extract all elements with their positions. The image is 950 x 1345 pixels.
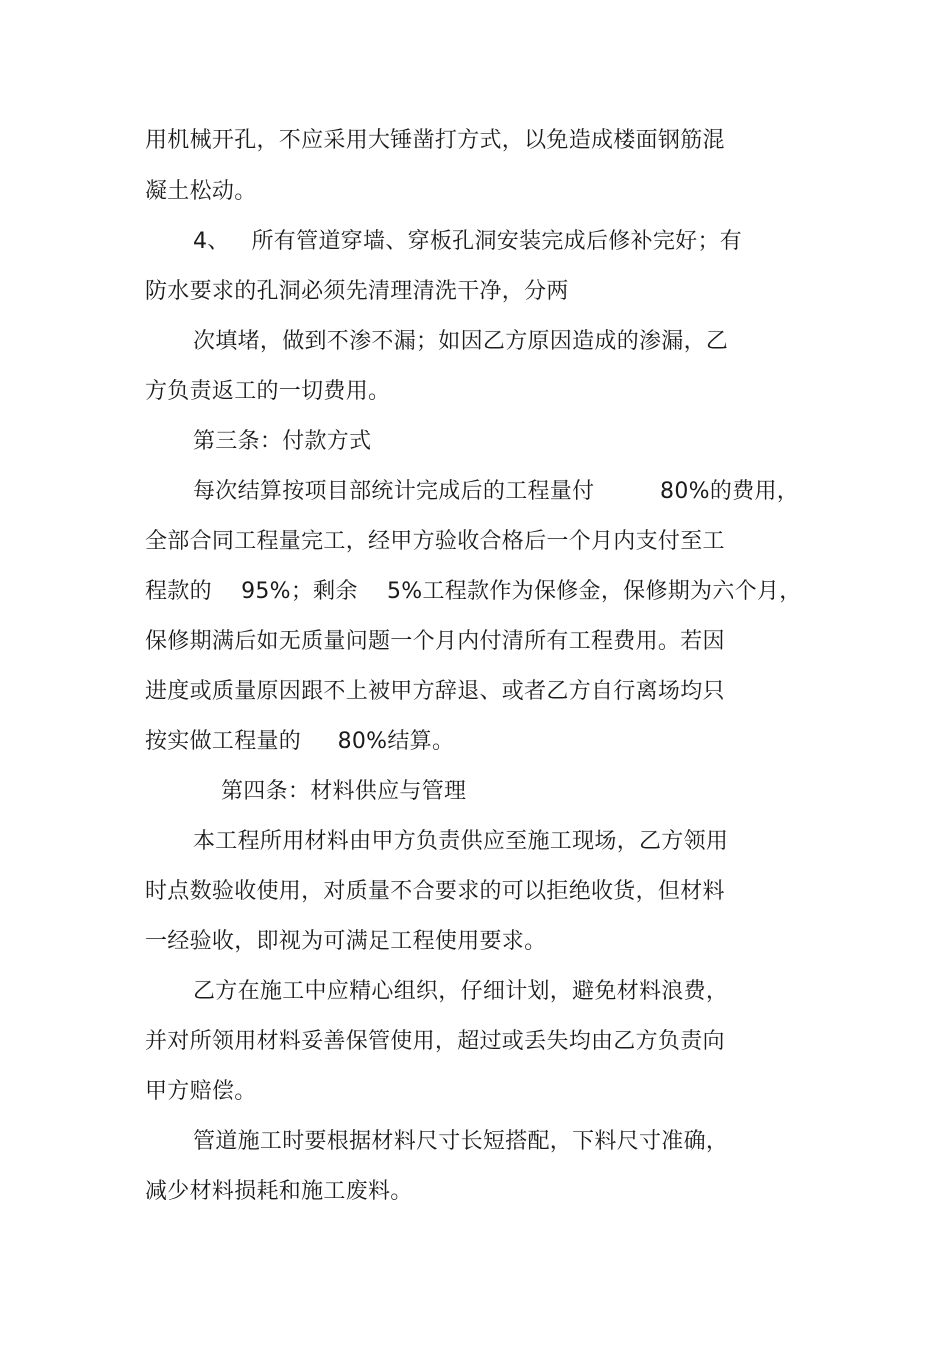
- paragraph-line: 4、 所有管道穿墙、穿板孔洞安装完成后修补完好；有: [193, 229, 743, 254]
- paragraph-line: 并对所领用材料妥善保管使用，超过或丢失均由乙方负责向: [145, 1029, 725, 1054]
- paragraph-line: 按实做工程量的 80%结算。: [145, 729, 455, 754]
- paragraph-line: 防水要求的孔洞必须先清理清洗干净，分两: [145, 279, 569, 304]
- paragraph-line: 一经验收，即视为可满足工程使用要求。: [145, 929, 547, 954]
- paragraph-line: 程款的 95%；剩余 5%工程款作为保修金，保修期为六个月，: [145, 579, 802, 604]
- paragraph-line: 方负责返工的一切费用。: [145, 379, 391, 404]
- paragraph-line: 次填堵，做到不渗不漏；如因乙方原因造成的渗漏，乙: [193, 329, 729, 354]
- section-heading-payment: 第三条：付款方式: [193, 429, 372, 454]
- paragraph-line: 保修期满后如无质量问题一个月内付清所有工程费用。若因: [145, 629, 725, 654]
- paragraph-line: 全部合同工程量完工，经甲方验收合格后一个月内支付至工: [145, 529, 725, 554]
- section-heading-materials: 第四条：材料供应与管理: [221, 779, 467, 804]
- paragraph-line: 减少材料损耗和施工废料。: [145, 1179, 413, 1204]
- paragraph-line: 本工程所用材料由甲方负责供应至施工现场，乙方领用: [193, 829, 729, 854]
- paragraph-line: 进度或质量原因跟不上被甲方辞退、或者乙方自行离场均只: [145, 679, 725, 704]
- paragraph-line: 用机械开孔，不应采用大锤凿打方式，以免造成楼面钢筋混: [145, 128, 725, 153]
- paragraph-line: 时点数验收使用，对质量不合要求的可以拒绝收货，但材料: [145, 879, 725, 904]
- paragraph-line: 甲方赔偿。: [145, 1079, 257, 1104]
- paragraph-line: 凝土松动。: [145, 179, 257, 204]
- paragraph-line: 管道施工时要根据材料尺寸长短搭配，下料尺寸准确，: [193, 1129, 729, 1154]
- paragraph-line: 乙方在施工中应精心组织，仔细计划，避免材料浪费，: [193, 979, 729, 1004]
- paragraph-line: 每次结算按项目部统计完成后的工程量付 80%的费用，: [193, 479, 800, 504]
